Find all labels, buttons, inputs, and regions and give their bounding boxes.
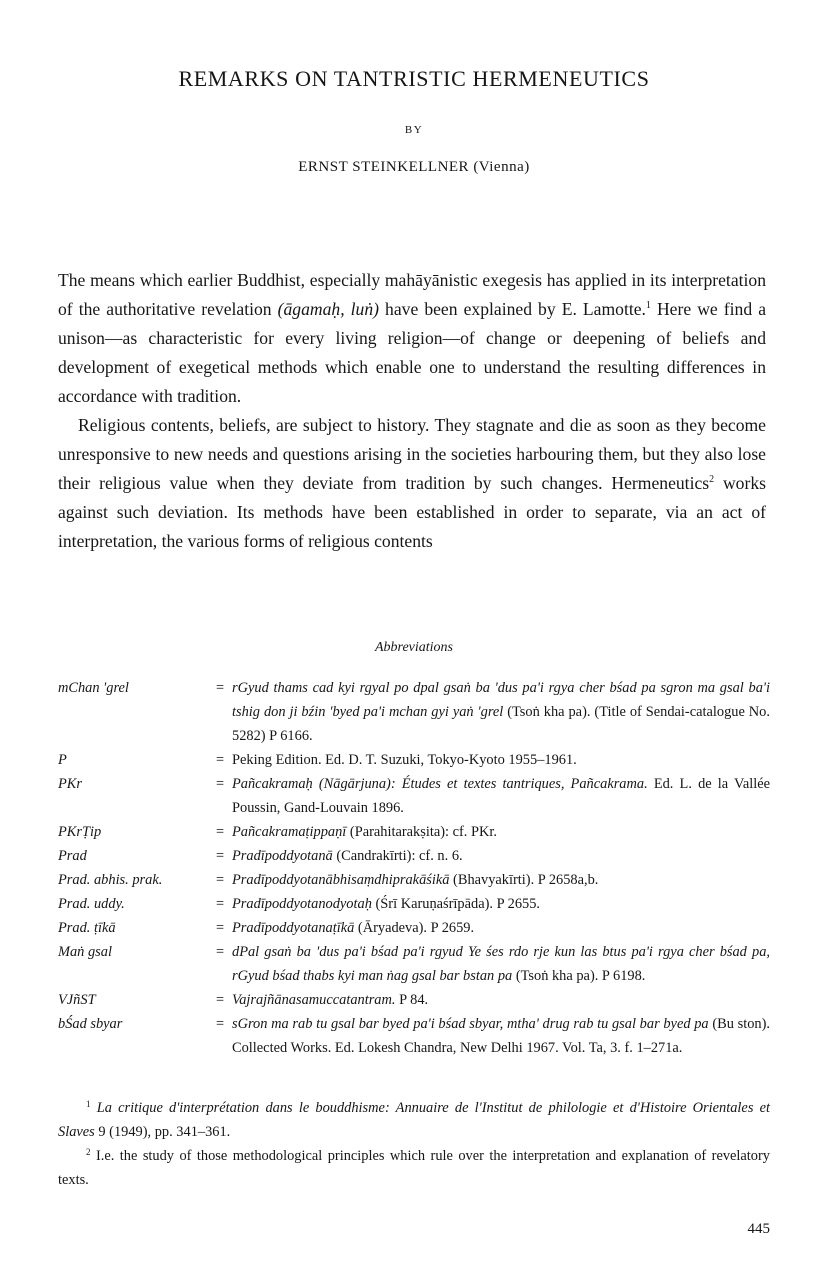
abbr-key: P <box>58 752 67 768</box>
abbr-row <box>58 868 770 892</box>
byline-by: BY <box>404 124 424 136</box>
abbr-row <box>58 1012 770 1060</box>
abbr-row <box>58 820 770 844</box>
abbr-value: rGyud thams cad kyi rgyal po dpal gsaṅ ba 'dus pa'i rgya cher bśad pa sgron ma gsal ba'i tshig don ji bźin 'byed pa'i mchan gyi yaṅ 'grel (Tsoṅ kha pa). (Title of Sendai-catalogue No. 5282) P 6166. <box>232 680 770 744</box>
footnotes <box>58 1096 770 1192</box>
abbr-equals: = <box>215 776 225 792</box>
abbr-row <box>58 676 770 748</box>
abbr-key: PKrṬip <box>58 824 102 840</box>
abbr-equals: = <box>215 1016 225 1032</box>
footnote-1: $^1$ La critique d'interprétation dans le bouddhisme: Annuaire de l'Institut de philologie et d'Histoire Orientales et Slaves 9 (1949), pp. 341–361. <box>58 1099 770 1140</box>
abbr-key: bŚad sbyar <box>58 1016 123 1032</box>
abbr-equals: = <box>215 992 225 1008</box>
abbr-value: Pradīpoddyotanābhisaṃdhiprakāśikā (Bhavyakīrti). P 2658a,b. <box>232 872 599 888</box>
abbr-key: Maṅ gsal <box>58 944 112 960</box>
footnote-ref-2[interactable]: 2 <box>709 474 715 485</box>
abbr-value: sGron ma rab tu gsal bar byed pa'i bśad sbyar, mtha' drug rab tu gsal bar byed pa (Bu ston). Collected Works. Ed. Lokesh Chandra, New Delhi 1967. Vol. Ta, 3. f. 1–271a. <box>232 1016 770 1056</box>
footnote-2: $^2$ I.e. the study of those methodological principles which rule over the interpretation and explanation of revelatory texts. <box>58 1147 770 1188</box>
abbr-value: Pañcakramaṭippaṇī (Parahitarakṣita): cf. PKr. <box>232 824 497 840</box>
abbreviations-heading: Abbreviations <box>374 640 454 655</box>
abbr-row <box>58 844 770 868</box>
abbr-equals: = <box>215 848 225 864</box>
abbreviations-table <box>58 676 770 1060</box>
footnote-mark: 2 <box>86 1147 91 1157</box>
abbr-value: Pradīpoddyotanodyotaḥ (Śrī Karuṇaśrīpāda). P 2655. <box>232 896 541 912</box>
abbr-equals: = <box>215 920 225 936</box>
abbr-key: Prad. abhis. prak. <box>58 872 163 888</box>
abbr-row <box>58 988 770 1012</box>
abbr-row <box>58 772 770 820</box>
abbr-row <box>58 748 770 772</box>
author-name: ERNST STEINKELLNER (Vienna) <box>298 159 530 175</box>
paragraph-1: The means which earlier Buddhist, especially mahāyānistic exegesis has applied in its interpretation of the authoritative revelation (āgamaḥ, luṅ) have been explained by E. Lamotte.$^1$ Here we find a unison—as characteristic for every living religion—of change or deepening of beliefs and development of exegetical methods which enable one to understand the resulting differences in accordance with tradition. <box>58 270 766 406</box>
abbr-key: Prad. uddy. <box>58 896 125 912</box>
abbr-value: Pradīpoddyotanā (Candrakīrti): cf. n. 6. <box>232 848 463 864</box>
footnote-ref-1[interactable]: 1 <box>645 300 651 311</box>
abbr-key: VJñST <box>58 992 96 1008</box>
abbr-key: mChan 'grel <box>58 680 129 696</box>
abbr-value: Pañcakramaḥ (Nāgārjuna): Études et textes tantriques, Pañcakrama. Ed. L. de la Vallée Poussin, Gand-Louvain 1896. <box>232 776 770 816</box>
term-agamah: (āgamaḥ, luṅ) <box>277 299 379 319</box>
abbr-equals: = <box>215 680 225 696</box>
footnote-mark: 1 <box>86 1099 91 1109</box>
abbr-equals: = <box>215 896 225 912</box>
abbr-row <box>58 892 770 916</box>
abbr-key: Prad <box>58 848 87 864</box>
abbr-row <box>58 916 770 940</box>
paragraph-2: Religious contents, beliefs, are subject to history. They stagnate and die as soon as they become unresponsive to new needs and questions arising in the societies harbouring them, but they also lose their religious value when they deviate from tradition by such changes. Hermeneutics$^2$ works against such deviation. Its methods have been established in order to separate, via an act of interpretation, the various forms of religious contents <box>58 415 766 551</box>
abbr-equals: = <box>215 752 225 768</box>
abbr-equals: = <box>215 824 225 840</box>
article-title: REMARKS ON TANTRISTIC HERMENEUTICS <box>178 66 650 91</box>
abbr-value: Vajrajñānasamuccatantram. P 84. <box>232 992 429 1008</box>
abbr-equals: = <box>215 944 225 960</box>
abbr-key: Prad. ṭīkā <box>58 920 116 936</box>
body-text <box>58 266 766 556</box>
abbr-value: Peking Edition. Ed. D. T. Suzuki, Tokyo-Kyoto 1955–1961. <box>232 752 577 768</box>
abbr-value: Pradīpoddyotanaṭīkā (Āryadeva). P 2659. <box>232 920 475 936</box>
abbr-value: dPal gsaṅ ba 'dus pa'i bśad pa'i rgyud Ye śes rdo rje kun las btus pa'i rgya cher bśad pa, rGyud bśad thabs kyi man ṅag gsal bar bstan pa (Tsoṅ kha pa). P 6198. <box>232 944 770 984</box>
abbr-key: PKr <box>58 776 82 792</box>
abbr-row <box>58 940 770 988</box>
page-number: 445 <box>747 1221 770 1237</box>
abbr-equals: = <box>215 872 225 888</box>
